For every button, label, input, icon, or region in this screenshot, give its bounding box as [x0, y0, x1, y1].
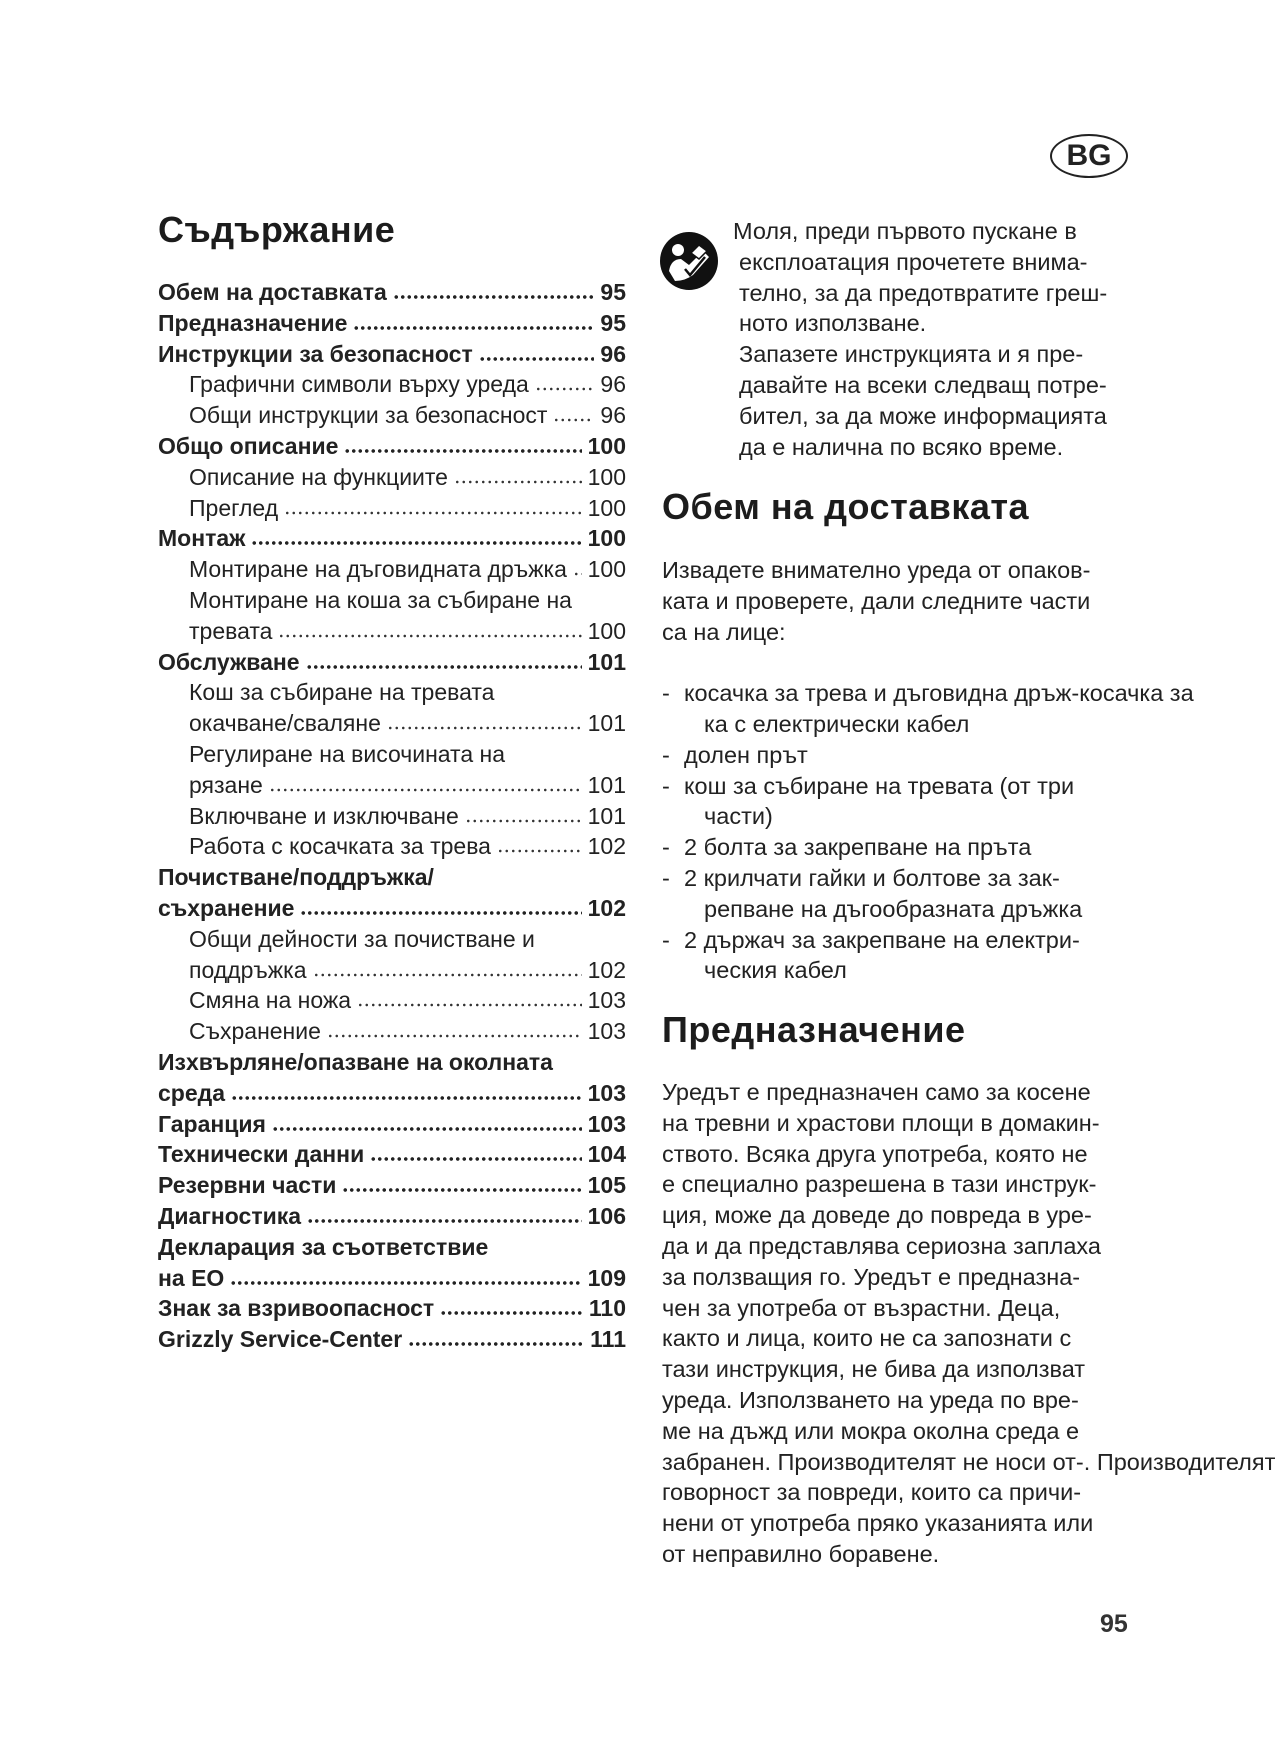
delivery-item-line: 2 държач за закрепване на електри-	[684, 926, 1080, 953]
toc-entry-title: Монтаж	[158, 525, 246, 552]
toc-leader-dots	[497, 848, 582, 854]
toc-entry[interactable]	[158, 770, 626, 801]
toc-entry-title: Общи инструкции за безопасност	[189, 402, 548, 429]
purpose-line: Уредът е предназначен само за косене	[662, 1079, 1091, 1105]
toc-entry[interactable]	[158, 339, 626, 370]
toc-entry[interactable]	[158, 1201, 626, 1232]
delivery-list	[662, 678, 1213, 986]
notice-line: телно, за да предотвратите греш-	[739, 279, 1108, 306]
toc-leader-dots	[535, 386, 595, 392]
delivery-intro-line: Извадете внимателно уреда от опаков-	[662, 557, 1091, 583]
purpose-line: за ползващия го. Уредът е предназна-	[662, 1263, 1081, 1290]
read-manual-notice	[733, 216, 1107, 462]
toc-page-number: 103	[587, 987, 626, 1014]
toc-leader-dots	[272, 1126, 582, 1132]
purpose-heading: Предназначение	[662, 1009, 966, 1050]
toc-entry[interactable]	[158, 554, 626, 585]
toc-page-number: 101	[587, 648, 626, 675]
toc-page-number: 96	[600, 340, 626, 367]
delivery-item-line: долен прът	[684, 741, 808, 768]
purpose-line: забранен. Производителят не носи от-. Производителят	[662, 1448, 1275, 1475]
delivery-item-line: косачка за трева и дъговидна дръж-косачка за	[684, 680, 1194, 707]
toc-page-number: 96	[600, 402, 626, 429]
toc-entry[interactable]	[158, 523, 626, 554]
toc-entry-title: Графични символи върху уреда	[189, 371, 529, 398]
toc-entry[interactable]	[158, 801, 626, 832]
toc-entry-line: Декларация за съответствие	[158, 1233, 489, 1260]
toc-leader-dots	[300, 910, 581, 916]
toc-entry[interactable]	[158, 431, 626, 462]
delivery-list-item	[662, 771, 1213, 833]
toc-entry-title: Монтиране на дъговидната дръжка	[189, 556, 567, 583]
toc-entry[interactable]	[158, 616, 626, 647]
purpose-line: както и лица, които не са запознати с	[662, 1325, 1072, 1352]
toc-leader-dots	[251, 540, 581, 546]
delivery-list-item	[662, 740, 1213, 771]
toc-leader-dots	[306, 664, 582, 670]
toc-entry[interactable]	[158, 1016, 626, 1047]
toc-entry[interactable]	[158, 1293, 626, 1324]
purpose-line: говорност за повреди, които са причи-	[662, 1479, 1082, 1506]
toc-leader-dots	[278, 633, 581, 639]
purpose-line: от неправилно боравене.	[662, 1540, 940, 1567]
toc-entry[interactable]	[158, 1170, 626, 1201]
notice-line: Моля, преди първото пускане в	[733, 218, 1077, 244]
notice-line: да е налична по всяко време.	[739, 433, 1064, 460]
toc-entry[interactable]	[158, 400, 626, 431]
toc-entry-line: Изхвърляне/опазване на околната	[158, 1048, 553, 1075]
toc-entry[interactable]	[158, 493, 626, 524]
toc-page-number: 103	[587, 1079, 626, 1106]
toc-entry-title: Работа с косачката за трева	[189, 833, 491, 860]
toc-entry[interactable]	[158, 369, 626, 400]
toc-entry-line: Почистване/поддръжка/	[158, 864, 434, 891]
purpose-line: ме на дъжд или мокра околна среда е	[662, 1417, 1080, 1444]
toc-leader-dots	[393, 294, 595, 300]
toc-entry-line: Монтиране на коша за събиране на	[189, 586, 572, 613]
delivery-item-line: кош за събиране на тревата (от три	[684, 772, 1075, 799]
toc-entry[interactable]	[158, 647, 626, 678]
bullet-dash: -	[662, 772, 670, 799]
purpose-line: уреда. Използването на уреда по вре-	[662, 1386, 1079, 1413]
toc-entry-title: окачване/сваляне	[189, 710, 381, 737]
toc-page-number: 102	[587, 894, 626, 921]
toc-entry[interactable]	[158, 955, 626, 986]
bullet-dash: -	[662, 834, 670, 861]
delivery-section	[662, 555, 1213, 986]
bullet-dash: -	[662, 680, 670, 707]
toc-leader-dots	[479, 356, 595, 362]
notice-line: Запазете инструкцията и я пре-	[739, 341, 1084, 368]
toc-page-number: 101	[587, 802, 626, 829]
bullet-dash: -	[662, 926, 670, 953]
table-of-contents	[158, 277, 626, 1355]
toc-entry-line: Кош за събиране на тревата	[189, 679, 495, 706]
delivery-item-line: ка с електрически кабел	[704, 710, 970, 737]
toc-page-number: 111	[590, 1326, 626, 1353]
toc-entry[interactable]	[158, 1324, 626, 1355]
toc-page-number: 103	[587, 1018, 626, 1045]
delivery-item-line: 2 болта за закрепване на пръта	[684, 834, 1032, 861]
toc-entry-title: Гаранция	[158, 1110, 266, 1137]
toc-entry[interactable]	[158, 1139, 626, 1170]
purpose-line: да и да представлява сериозна заплаха	[662, 1232, 1101, 1259]
toc-entry-title: Резервни части	[158, 1172, 337, 1199]
toc-page-number: 101	[587, 710, 626, 737]
toc-leader-dots	[454, 479, 582, 485]
toc-entry[interactable]	[158, 893, 626, 924]
notice-line: експлоатация прочетете внима-	[739, 248, 1088, 275]
toc-page-number: 95	[600, 309, 626, 336]
toc-entry-title: Обслужване	[158, 648, 300, 675]
delivery-list-item	[662, 832, 1213, 863]
bullet-dash: -	[662, 864, 670, 891]
delivery-list-item	[662, 863, 1213, 925]
purpose-line: ция, може да доведе до повреда в уре-	[662, 1202, 1092, 1229]
toc-entry[interactable]	[158, 985, 626, 1016]
toc-entry-title: Описание на функциите	[189, 463, 448, 490]
page-number: 95	[1100, 1610, 1128, 1638]
toc-page-number: 100	[587, 617, 626, 644]
toc-entry-title: Общо описание	[158, 432, 339, 459]
toc-entry-title: Преглед	[189, 494, 279, 521]
toc-entry-title: на ЕО	[158, 1264, 225, 1291]
toc-leader-dots	[440, 1310, 583, 1316]
purpose-line: на тревни и храстови площи в домакин-	[662, 1109, 1100, 1136]
toc-leader-dots	[370, 1156, 581, 1162]
toc-leader-dots	[353, 325, 594, 331]
toc-page-number: 103	[587, 1110, 626, 1137]
toc-entry[interactable]	[158, 831, 626, 862]
toc-title: Съдържание	[158, 209, 396, 250]
toc-page-number: 100	[587, 463, 626, 490]
toc-entry-title: рязане	[189, 771, 263, 798]
toc-leader-dots	[230, 1280, 581, 1286]
toc-page-number: 100	[587, 494, 626, 521]
toc-page-number: 101	[587, 771, 626, 798]
toc-page-number: 100	[587, 556, 626, 583]
toc-entry[interactable]	[158, 1109, 626, 1140]
toc-leader-dots	[387, 725, 582, 731]
purpose-line: е специално разрешена в тази инструк-	[662, 1171, 1097, 1198]
toc-entry-line: Регулиране на височината на	[189, 740, 506, 767]
delivery-item-line: ческия кабел	[704, 957, 847, 984]
delivery-item-line: 2 крилчати гайки и болтове за зак-	[684, 864, 1060, 891]
purpose-line: ството. Всяка друга употреба, която не	[662, 1140, 1088, 1167]
toc-page-number: 102	[587, 956, 626, 983]
toc-leader-dots	[327, 1033, 582, 1039]
toc-page-number: 102	[587, 833, 626, 860]
toc-page-number: 100	[587, 432, 626, 459]
bullet-dash: -	[662, 741, 670, 768]
toc-entry-title: среда	[158, 1079, 226, 1106]
delivery-item-line: репване на дъгообразната дръжка	[704, 895, 1083, 922]
toc-leader-dots	[553, 417, 594, 423]
toc-entry[interactable]	[158, 708, 626, 739]
toc-entry-line: Общи дейности за почистване и	[189, 925, 535, 952]
purpose-text	[662, 1077, 1275, 1570]
toc-page-number: 110	[588, 1295, 626, 1322]
delivery-intro-line: ката и проверете, дали следните части	[662, 587, 1091, 614]
toc-entry-title: Смяна на ножа	[189, 987, 352, 1014]
toc-leader-dots	[231, 1095, 582, 1101]
toc-entry-title: Технически данни	[158, 1141, 365, 1168]
toc-leader-dots	[357, 1002, 582, 1008]
toc-leader-dots	[465, 818, 582, 824]
toc-entry-title: тревата	[189, 617, 273, 644]
toc-entry[interactable]	[158, 1263, 626, 1294]
toc-page-number: 106	[587, 1202, 626, 1229]
toc-entry[interactable]	[158, 1078, 626, 1109]
delivery-intro	[662, 555, 1213, 647]
toc-leader-dots	[313, 972, 582, 978]
toc-entry[interactable]	[158, 277, 626, 308]
purpose-line: чен за употреба от възрастни. Деца,	[662, 1294, 1061, 1321]
toc-page-number: 105	[587, 1172, 626, 1199]
toc-entry-title: Знак за взривоопасност	[158, 1295, 435, 1322]
notice-line: давайте на всеки следващ потре-	[739, 371, 1107, 398]
toc-leader-dots	[344, 448, 581, 454]
toc-page-number: 109	[587, 1264, 626, 1291]
toc-leader-dots	[573, 571, 582, 577]
toc-page-number: 100	[587, 525, 626, 552]
notice-line: ното използване.	[739, 310, 927, 337]
toc-entry-title: Grizzly Service-Center	[158, 1326, 403, 1353]
toc-entry-title: Предназначение	[158, 309, 348, 336]
language-badge: BG	[1050, 134, 1128, 178]
purpose-line: тази инструкция, не бива да използват	[662, 1356, 1086, 1383]
delivery-list-item	[662, 925, 1213, 987]
toc-entry-title: Диагностика	[158, 1202, 302, 1229]
toc-entry[interactable]	[158, 308, 626, 339]
toc-leader-dots	[307, 1218, 582, 1224]
toc-entry-title: Инструкции за безопасност	[158, 340, 473, 367]
toc-leader-dots	[342, 1187, 581, 1193]
toc-leader-dots	[408, 1341, 584, 1347]
toc-leader-dots	[284, 510, 582, 516]
toc-entry-title: Обем на доставката	[158, 279, 387, 305]
delivery-list-item	[662, 678, 1213, 740]
toc-entry-title: съхранение	[158, 894, 295, 921]
read-manual-icon	[659, 231, 719, 291]
toc-leader-dots	[269, 787, 582, 793]
purpose-line: нени от употреба пряко указанията или	[662, 1510, 1094, 1537]
toc-page-number: 104	[587, 1141, 626, 1168]
delivery-intro-line: са на лице:	[662, 618, 786, 645]
toc-page-number: 96	[600, 371, 626, 398]
toc-entry-title: Съхранение	[189, 1018, 321, 1045]
notice-line: бител, за да може информацията	[739, 402, 1107, 429]
toc-entry-title: Включване и изключване	[189, 802, 459, 829]
toc-entry[interactable]	[158, 462, 626, 493]
delivery-item-line: части)	[704, 803, 773, 830]
delivery-heading: Обем на доставката	[662, 486, 1030, 527]
toc-entry-title: поддръжка	[189, 956, 307, 983]
toc-page-number: 95	[600, 279, 626, 305]
